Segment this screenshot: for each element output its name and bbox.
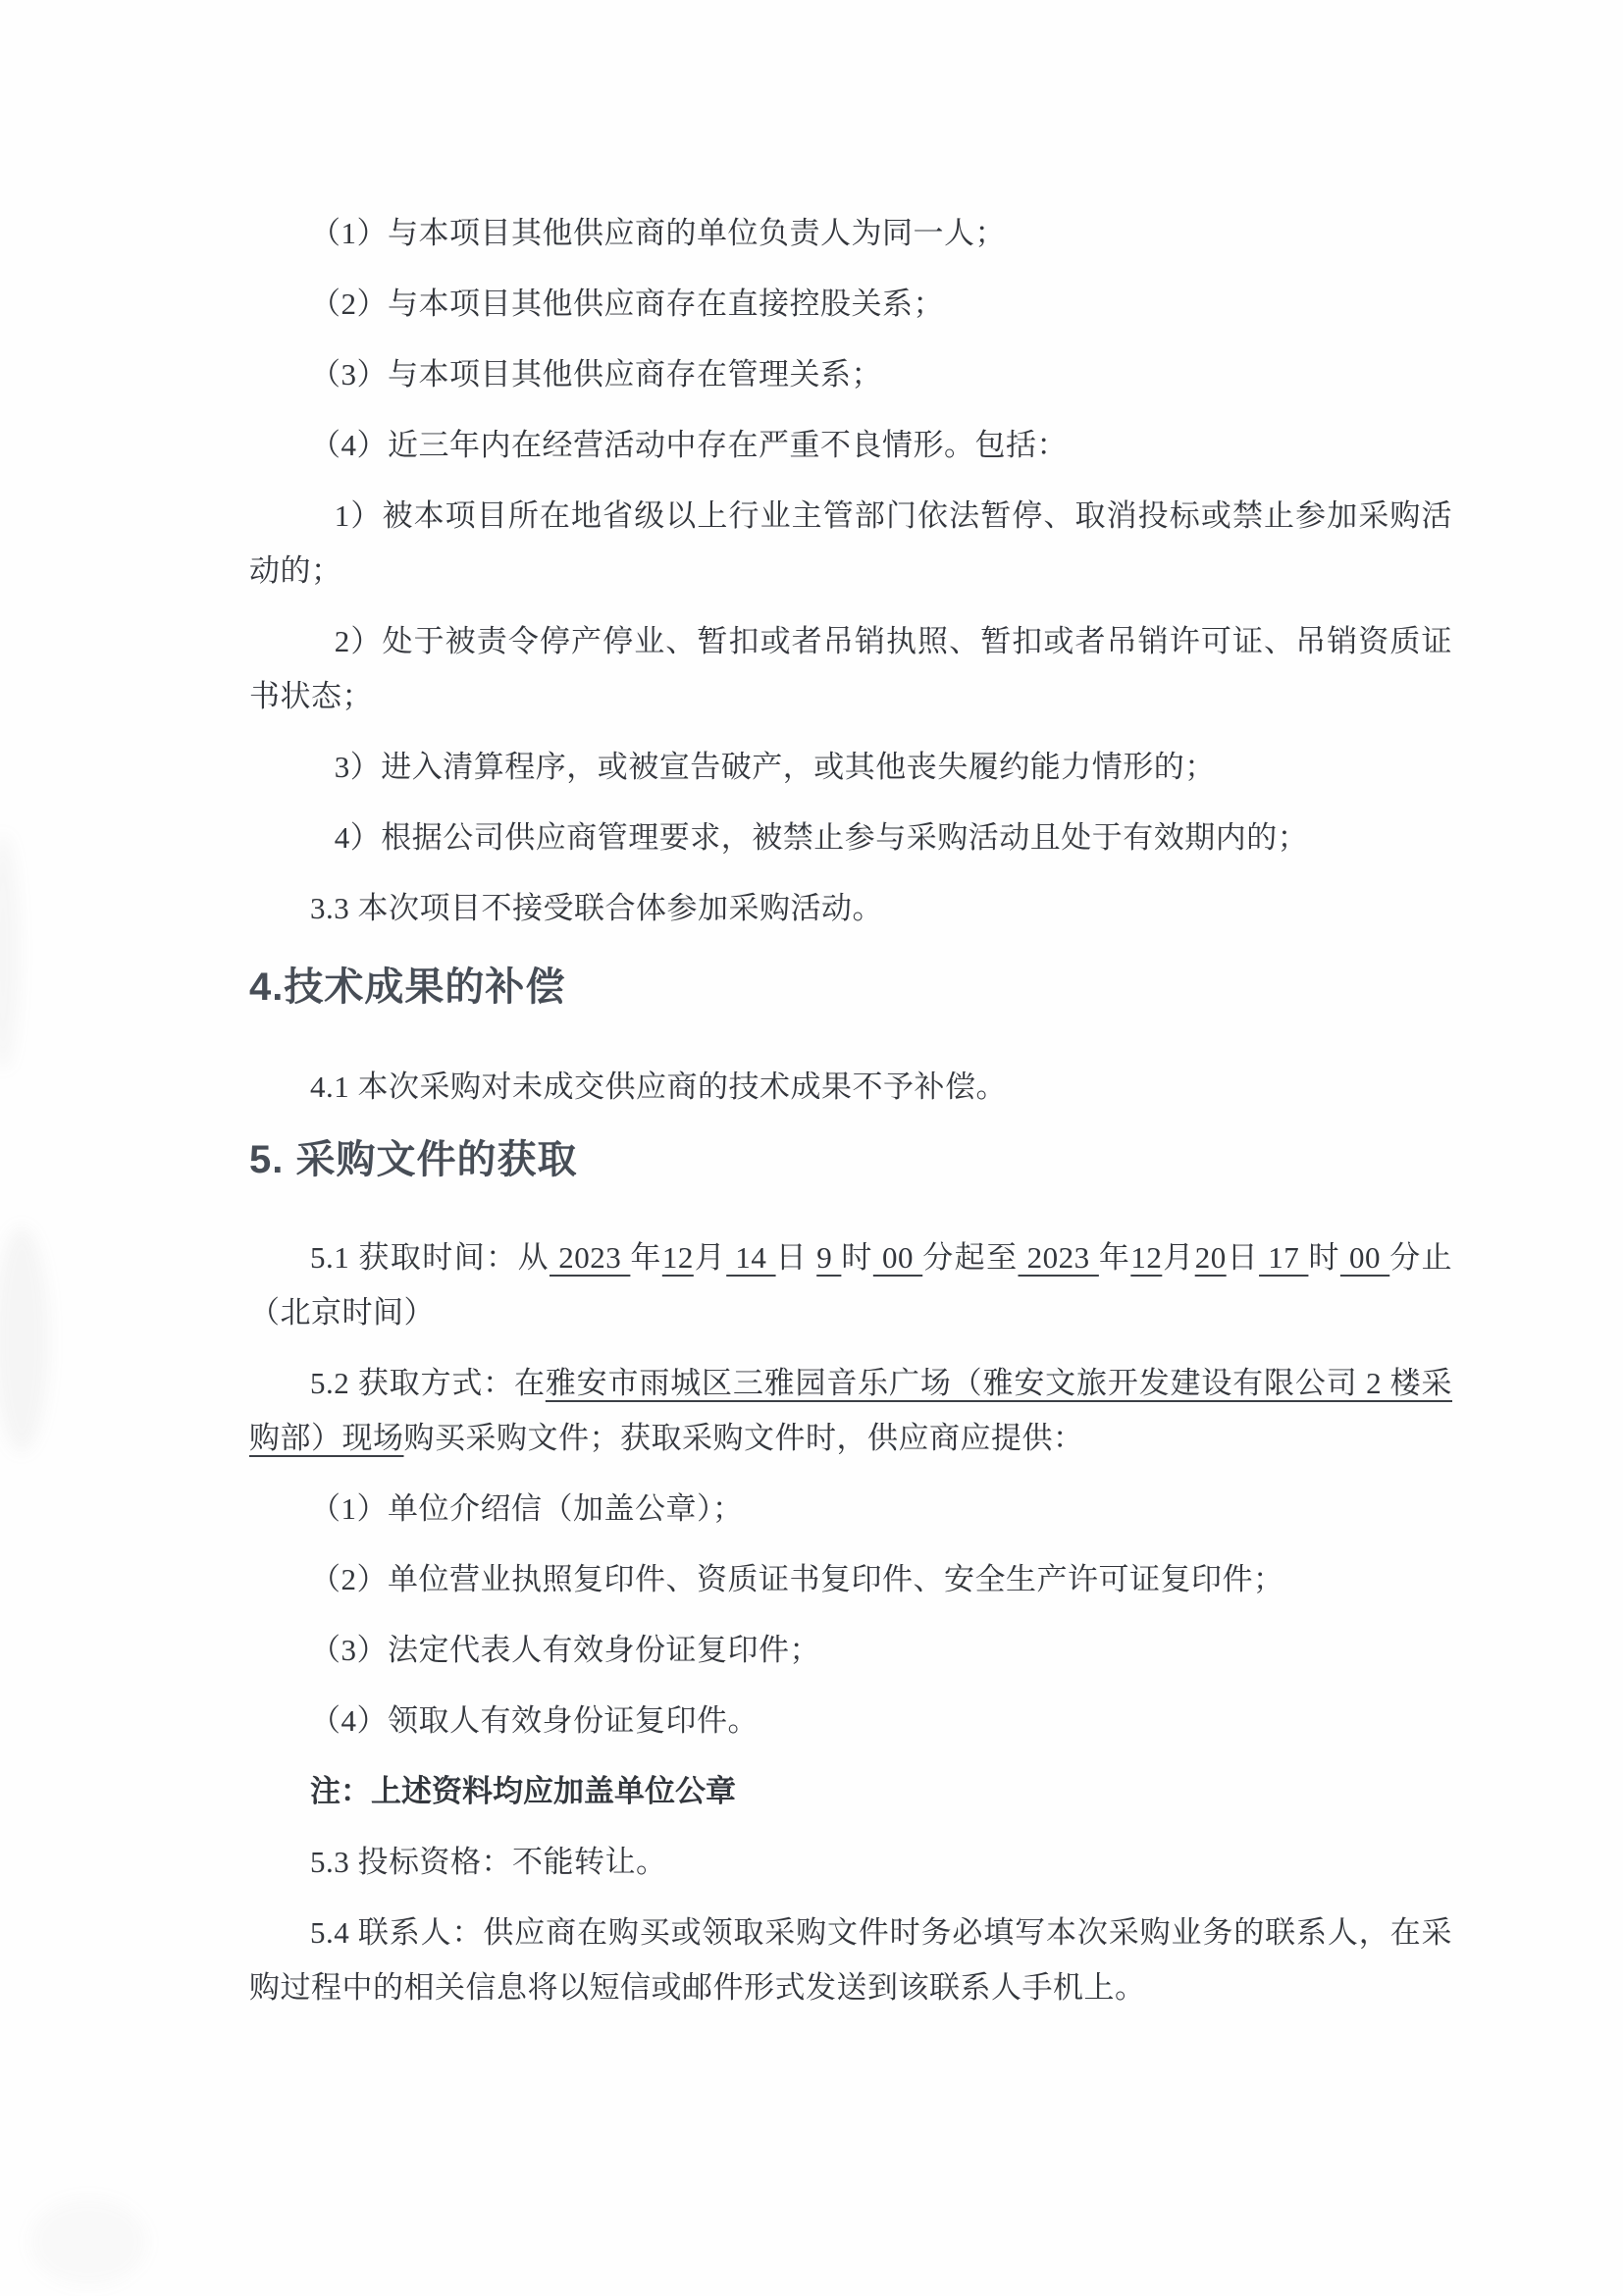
filled-blank: 12 bbox=[661, 1240, 694, 1275]
clause-text: 分止（北京时间） bbox=[249, 1240, 1453, 1330]
section5-item-4: （4）领取人有效身份证复印件。 bbox=[310, 1703, 759, 1738]
clause-4-1: 4.1 本次采购对未成交供应商的技术成果不予补偿。 bbox=[310, 1070, 1007, 1104]
filled-blank: 12 bbox=[1130, 1240, 1163, 1275]
clause-5-2 bbox=[249, 1356, 1452, 1466]
clause-text: 年 bbox=[630, 1240, 662, 1275]
scan-artifact bbox=[0, 834, 20, 1070]
section3-subitem-2: 2）处于被责令停产停业、暂扣或者吊销执照、暂扣或者吊销许可证、吊销资质证书状态； bbox=[249, 624, 1452, 713]
section3-subitem-3: 3）进入清算程序，或被宣告破产，或其他丧失履约能力情形的； bbox=[334, 750, 1216, 784]
section-4-heading: 4.技术成果的补偿 bbox=[249, 965, 566, 1009]
section3-item-2: （2）与本项目其他供应商存在直接控股关系； bbox=[310, 287, 944, 321]
section5-item-1: （1）单位介绍信（加盖公章）； bbox=[310, 1491, 744, 1526]
clause-5-3: 5.3 投标资格：不能转让。 bbox=[310, 1845, 667, 1879]
clause-text: 月 bbox=[1162, 1240, 1195, 1275]
clause-text: 日 bbox=[1226, 1240, 1260, 1275]
clause-5-4: 5.4 联系人：供应商在购买或领取采购文件时务必填写本次采购业务的联系人，在采购过程中的相关信息将以短信或邮件形式发送到该联系人手机上。 bbox=[249, 1915, 1452, 2005]
clause-text: 5.1 获取时间：从 bbox=[310, 1240, 550, 1275]
section3-item-1: （1）与本项目其他供应商的单位负责人为同一人； bbox=[310, 216, 1006, 250]
section3-item-3: （3）与本项目其他供应商存在管理关系； bbox=[310, 357, 882, 391]
section3-item-4: （4）近三年内在经营活动中存在严重不良情形。包括： bbox=[310, 428, 1068, 462]
filled-blank: 00 bbox=[1339, 1240, 1390, 1275]
clause-text: 购买采购文件；获取采购文件时，供应商应提供： bbox=[403, 1421, 1084, 1455]
document-body bbox=[249, 0, 1452, 2031]
clause-3-3: 3.3 本次项目不接受联合体参加采购活动。 bbox=[310, 891, 883, 925]
filled-blank: 17 bbox=[1259, 1240, 1309, 1275]
section-5-heading: 5. 采购文件的获取 bbox=[249, 1138, 578, 1181]
scan-artifact bbox=[29, 2198, 147, 2286]
clause-text: 5.2 获取方式：在 bbox=[310, 1366, 546, 1400]
filled-blank: 2023 bbox=[1018, 1240, 1099, 1275]
note-line: 注：上述资料均应加盖单位公章 bbox=[310, 1774, 736, 1808]
section3-subitem-4: 4）根据公司供应商管理要求，被禁止参与采购活动且处于有效期内的； bbox=[334, 820, 1309, 855]
filled-blank: 00 bbox=[872, 1240, 923, 1275]
filled-blank: 20 bbox=[1194, 1240, 1227, 1275]
clause-text: 日 bbox=[775, 1240, 817, 1275]
scan-artifact bbox=[0, 1226, 49, 1452]
filled-blank: 9 bbox=[816, 1240, 842, 1275]
filled-blank: 2023 bbox=[550, 1240, 631, 1275]
clause-text: 时 bbox=[841, 1240, 873, 1275]
filled-blank: 雅安市雨城区三雅园音乐广场（雅安文旅开发建设有限公司 2 楼采购部）现场 bbox=[249, 1366, 1453, 1455]
clause-text: 年 bbox=[1098, 1240, 1131, 1275]
clause-5-1 bbox=[249, 1230, 1452, 1340]
filled-blank: 14 bbox=[726, 1240, 776, 1275]
section5-item-3: （3）法定代表人有效身份证复印件； bbox=[310, 1633, 820, 1667]
section5-item-2: （2）单位营业执照复印件、资质证书复印件、安全生产许可证复印件； bbox=[310, 1562, 1284, 1596]
clause-text: 分起至 bbox=[922, 1240, 1019, 1275]
clause-text: 月 bbox=[693, 1240, 727, 1275]
clause-text: 时 bbox=[1308, 1240, 1340, 1275]
section3-subitem-1: 1）被本项目所在地省级以上行业主管部门依法暂停、取消投标或禁止参加采购活动的； bbox=[249, 498, 1452, 588]
